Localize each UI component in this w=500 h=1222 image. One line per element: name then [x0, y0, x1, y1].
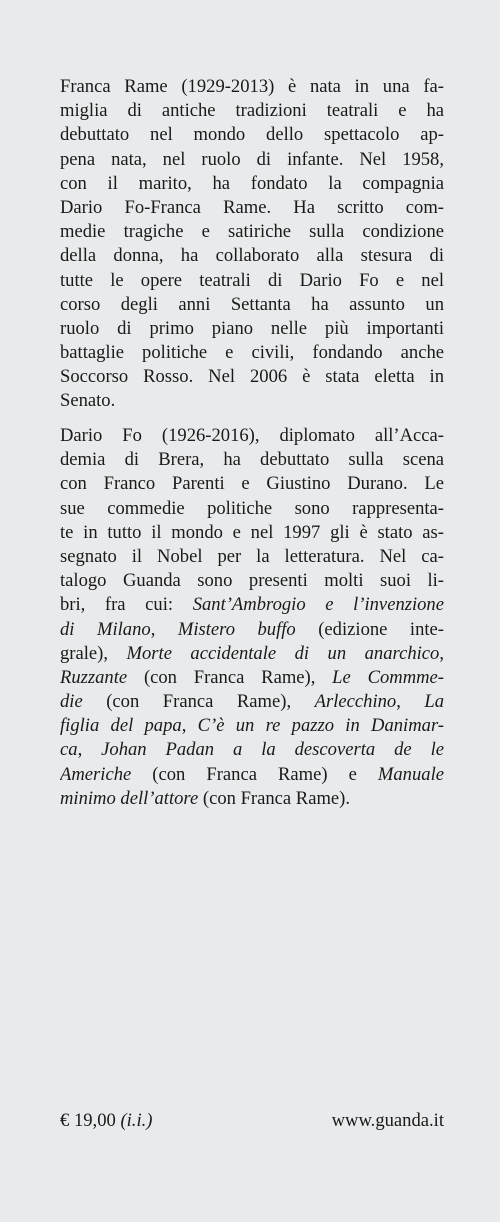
book-title-text: Ruzzante [60, 666, 128, 688]
text-line [60, 220, 444, 244]
body-text: te in tutto il mondo e nel 1997 gli è stato as- [60, 521, 444, 543]
text-line [60, 521, 444, 545]
text-line [60, 293, 444, 317]
body-text: , [77, 739, 102, 761]
body-text: corso degli anni Settanta ha assunto un [60, 293, 444, 315]
book-title-text: Morte accidentale di un anarchico [126, 642, 440, 664]
body-text: grale), [60, 642, 127, 664]
body-text: battaglie politiche e civili, fondando anche [60, 342, 444, 364]
book-title-text: Mistero buffo [177, 618, 296, 640]
price-value: € 19,00 [60, 1110, 116, 1131]
body-text: tutte le opere teatrali di Dario Fo e nel [60, 269, 444, 291]
body-text: Franca Rame (1929-2013) è nata in una fa- [60, 76, 444, 97]
text-line [60, 472, 444, 496]
author-bio-dario-fo [60, 424, 444, 811]
text-line [60, 196, 444, 220]
body-text: , [181, 715, 198, 737]
body-text: della donna, ha collaborato alla stesura di [60, 245, 444, 267]
text-line [60, 497, 444, 521]
book-title-text: Americhe [60, 763, 132, 785]
book-title-text: La [424, 691, 444, 713]
book-title-text: Manuale [377, 763, 444, 785]
body-text: , [396, 691, 425, 713]
author-bio-franca-rame [60, 75, 444, 414]
body-text: Senato. [60, 390, 116, 412]
text-line [60, 365, 444, 389]
text-line [60, 424, 444, 448]
book-title-text: Arlecchino [314, 691, 397, 713]
text-line [60, 244, 444, 268]
body-text: Dario Fo-Franca Rame. Ha scritto com- [60, 196, 444, 218]
body-text: , [439, 642, 444, 664]
text-line [60, 787, 444, 811]
body-text: Dario Fo (1926-2016), diplomato all’Acca- [60, 425, 444, 446]
text-line [60, 269, 444, 293]
body-text: (con Franca Rame), [127, 666, 333, 688]
book-title-text: di Milano [60, 618, 151, 640]
body-text: (con Franca Rame), [82, 691, 315, 713]
book-title-text: ca [60, 739, 78, 761]
text-line [60, 99, 444, 123]
text-line [60, 642, 444, 666]
text-line [60, 172, 444, 196]
body-text: segnato il Nobel per la letteratura. Nel ca- [60, 545, 444, 567]
book-title-text: C’è un re pazzo in Danimar- [197, 715, 444, 737]
book-title-text: figlia del papa [60, 715, 182, 737]
text-line [60, 123, 444, 147]
body-text: sue commedie politiche sono rappresenta- [60, 497, 444, 519]
text-line [60, 593, 444, 617]
text-line [60, 75, 444, 99]
body-text: debuttato nel mondo dello spettacolo ap- [60, 124, 444, 146]
text-line [60, 714, 444, 738]
body-text: (edizione inte- [295, 618, 444, 640]
body-text: medie tragiche e satiriche sulla condizione [60, 221, 444, 243]
body-text: (con Franca Rame). [198, 787, 351, 809]
body-text: demia di Brera, ha debuttato sulla scena [60, 449, 444, 471]
text-line [60, 569, 444, 593]
body-text: pena nata, nel ruolo di infante. Nel 1958, [60, 148, 444, 170]
body-text: , [150, 618, 178, 640]
book-title-text: Sant’Ambrogio e l’invenzione [192, 594, 444, 616]
body-text: bri, fra cui: [60, 594, 193, 616]
text-line [60, 763, 444, 787]
text-line [60, 448, 444, 472]
body-text: Soccorso Rosso. Nel 2006 è stata eletta in [60, 366, 444, 388]
text-line [60, 389, 444, 413]
text-line [60, 666, 444, 690]
text-line [60, 341, 444, 365]
body-text: (con Franca Rame) e [131, 763, 378, 785]
book-title-text: minimo dell’attore [60, 787, 199, 809]
body-text: con il marito, ha fondato la compagnia [60, 172, 444, 194]
body-text: ruolo di primo piano nelle più importanti [60, 317, 444, 339]
book-title-text: die [60, 691, 83, 713]
text-line [60, 545, 444, 569]
price-label [60, 1110, 152, 1132]
body-text: talogo Guanda sono presenti molti suoi li- [60, 570, 444, 592]
book-title-text: Le Commme- [332, 666, 444, 688]
text-line [60, 618, 444, 642]
text-line [60, 690, 444, 714]
price-note: (i.i.) [120, 1110, 153, 1131]
text-line [60, 317, 444, 341]
book-title-text: Johan Padan a la descoverta de le [101, 739, 444, 761]
text-line [60, 738, 444, 762]
publisher-website: www.guanda.it [331, 1110, 444, 1131]
text-line [60, 148, 444, 172]
cover-footer [60, 1110, 444, 1136]
body-text: con Franco Parenti e Giustino Durano. Le [60, 473, 444, 495]
body-text: miglia di antiche tradizioni teatrali e ha [60, 100, 444, 122]
